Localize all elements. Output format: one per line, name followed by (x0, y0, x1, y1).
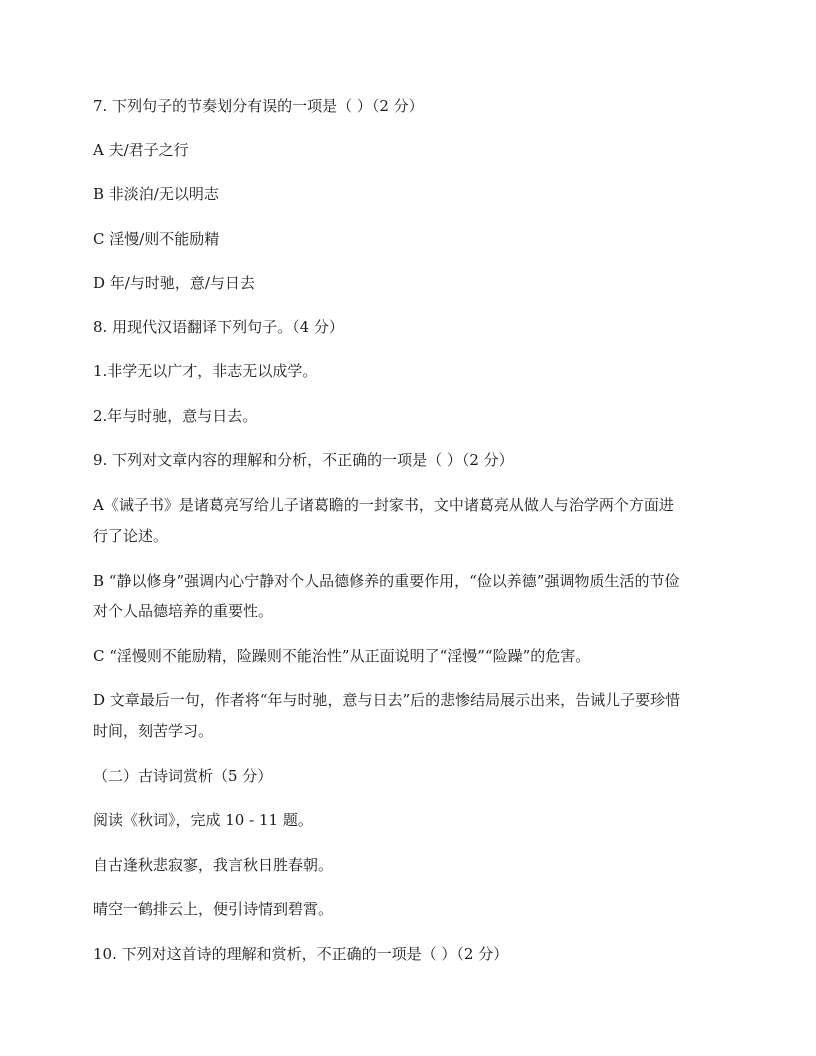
option-7c: C 淫慢/则不能励精 (93, 230, 220, 248)
option-9a-line-1: A《诫子书》是诸葛亮写给儿子诸葛瞻的一封家书，文中诸葛亮从做人与治学两个方面进 (93, 496, 674, 514)
option-9a-line-2: 行了论述。 (93, 527, 169, 545)
option-7a: A 夫/君子之行 (93, 141, 189, 159)
question-10: 10. 下列对这首诗的理解和赏析，不正确的一项是（ ）（2 分） (93, 945, 509, 963)
question-7: 7. 下列句子的节奏划分有误的一项是（ ）（2 分） (93, 97, 424, 115)
poem-line-2: 晴空一鹤排云上，便引诗情到碧霄。 (93, 900, 334, 918)
option-9b-line-2: 对个人品德培养的重要性。 (93, 602, 274, 620)
option-9c: C “淫慢则不能励精，险躁则不能治性”从正面说明了“淫慢”“险躁”的危害。 (93, 647, 591, 665)
option-7b: B 非淡泊/无以明志 (93, 185, 219, 203)
translate-item-2: 2.年与时驰，意与日去。 (93, 407, 258, 425)
option-9b-line-1: B “静以修身”强调内心宁静对个人品德修养的重要作用，“俭以养德”强调物质生活的节俭 (93, 572, 680, 590)
translate-item-1: 1.非学无以广才，非志无以成学。 (93, 362, 318, 380)
option-7d: D 年/与时驰，意/与日去 (93, 274, 255, 292)
reading-instruction: 阅读《秋词》，完成 10 - 11 题。 (93, 811, 313, 829)
section-heading-poetry: （二）古诗词赏析（5 分） (93, 767, 273, 785)
option-9d-line-2: 时间，刻苦学习。 (93, 722, 214, 740)
question-9: 9. 下列对文章内容的理解和分析，不正确的一项是（ ）（2 分） (93, 451, 514, 469)
option-9d-line-1: D 文章最后一句，作者将“年与时驰，意与日去”后的悲惨结局展示出来，告诫儿子要珍惜 (93, 691, 681, 709)
question-8: 8. 用现代汉语翻译下列句子。（4 分） (93, 318, 344, 336)
poem-line-1: 自古逢秋悲寂寥，我言秋日胜春朝。 (93, 856, 334, 874)
